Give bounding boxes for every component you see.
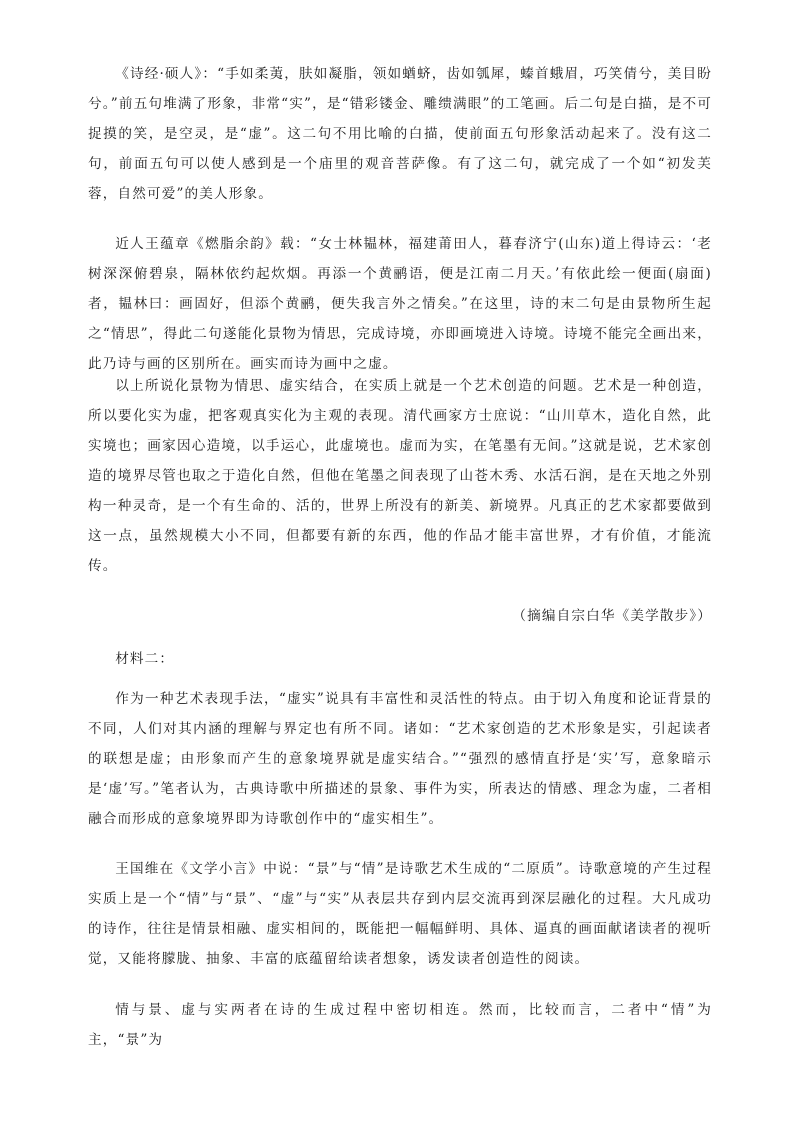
paragraph-ranzhi-yuyun: 近人王蕴章《燃脂余韵》载：“女士林韫林，福建莆田人，暮春济宁(山东)道上得诗云：‘老树深深俯碧泉，隔林依约起炊烟。再添一个黄鹂语，便是江南二月天。’有依此绘一便面(扇面)者，韫林曰：画固好，但添个黄鹂，便失我言外之情矣。”在这里，诗的末二句是由景物所生起之“情思”，得此二句遂能化景物为情思，完成诗境，亦即画境进入诗境。诗境不能完全画出来，此乃诗与画的区别所在。画实而诗为画中之虚。: [88, 236, 712, 372]
paragraph-wang-guowei: 王国维在《文学小言》中说：“景”与“情”是诗歌艺术生成的“二原质”。诗歌意境的产生过程实质上是一个“情”与“景”、“虚”与“实”从表层共存到内层交流再到深层融化的过程。大凡成功的诗作，往往是情景相融、虚实相间的，既能把一幅幅鲜明、具体、逼真的画面献诸读者的视听觉，又能将朦胧、抽象、丰富的底蕴留给读者想象，诱发读者创造性的阅读。: [88, 861, 712, 967]
paragraph-artistic-creation: 以上所说化景物为情思、虚实结合，在实质上就是一个艺术创造的问题。艺术是一种创造，所以要化实为虚，把客观真实化为主观的表现。清代画家方士庶说：“山川草木，造化自然，此实境也；画家因心造境，以手运心，此虚境也。虚而为实，在笔墨有无间。”这就是说，艺术家创造的境界尽管也取之于造化自然，但他在笔墨之间表现了山苍木秀、水活石润，是在天地之外别构一种灵奇，是一个有生命的、活的，世界上所没有的新美、新境界。凡真正的艺术家都要做到这一点，虽然规模大小不同，但都要有新的东西，他的作品才能丰富世界，才有价值，才能流传。: [88, 378, 712, 574]
source-citation: （摘编自宗白华《美学散步》）: [512, 608, 712, 624]
paragraph-xushi-technique: 作为一种艺术表现手法，“虚实”说具有丰富性和灵活性的特点。由于切入角度和论证背景的不同，人们对其内涵的理解与界定也有所不同。诸如：“艺术家创造的艺术形象是实，引起读者的联想是虚；由形象而产生的意象境界就是虚实结合。”“强烈的感情直抒是‘实’写，意象暗示是‘虚’写。”笔者认为，古典诗歌中所描述的景象、事件为实，所表达的情感、理念为虚，二者相融合而形成的意象境界即为诗歌创作中的“虚实相生”。: [88, 691, 712, 827]
paragraph-emotion-scene: 情与景、虚与实两者在诗的生成过程中密切相连。然而，比较而言，二者中“情”为主，“景”为: [88, 1002, 712, 1048]
paragraph-shijing-shuoren: 《诗经·硕人》：“手如柔荑，肤如凝脂，领如蝤蛴，齿如瓠犀，螓首蛾眉，巧笑倩兮，美目盼兮。”前五句堆满了形象，非常“实”，是“错彩镂金、雕缋满眼”的工笔画。后二句是白描，是不可捉摸的笑，是空灵，是“虚”。这二句不用比喻的白描，使前面五句形象活动起来了。没有这二句，前面五句可以使人感到是一个庙里的观音菩萨像。有了这二句，就完成了一个如“初发芙蓉，自然可爱”的美人形象。: [88, 66, 712, 202]
material-two-heading: 材料二：: [115, 651, 175, 667]
